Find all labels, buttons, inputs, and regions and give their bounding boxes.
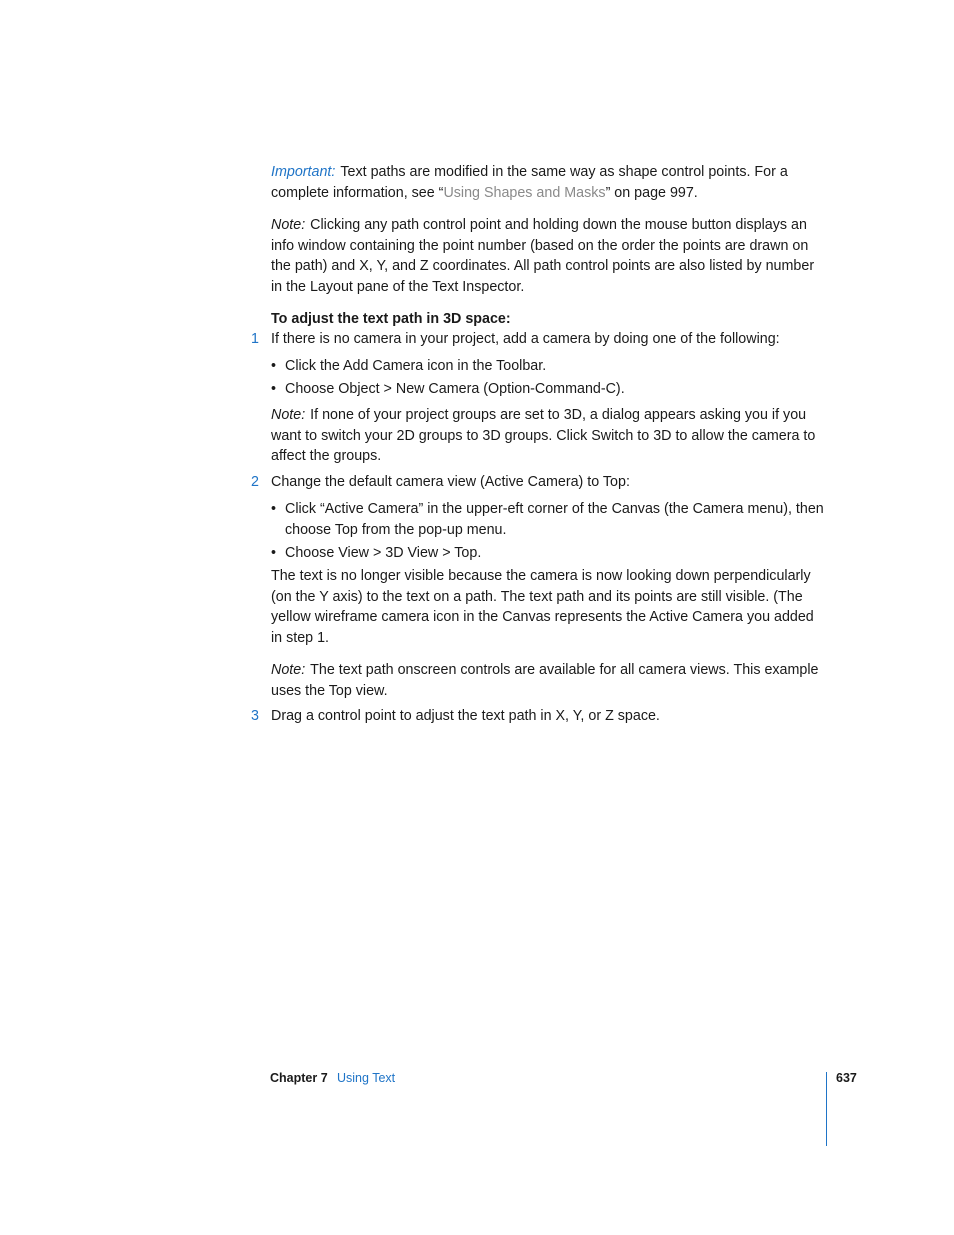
step-text: Change the default camera view (Active Camera) to Top: xyxy=(271,474,630,490)
note-paragraph-2 xyxy=(271,405,826,467)
page-number: 637 xyxy=(836,1071,857,1085)
note-text: Clicking any path control point and holding down the mouse button displays an info window containing the point number (based on the order the points are drawn on the path) and X, Y, and Z coordinates. All path control points are also listed by number in the Layout pane of the Text Inspector. xyxy=(271,217,815,295)
task-heading: To adjust the text path in 3D space: xyxy=(271,311,511,327)
bullet-text: Choose View > 3D View > Top. xyxy=(285,545,482,561)
note-text: If none of your project groups are set to 3D, a dialog appears asking you if you want to switch your 2D groups to 3D groups. Click Switch to 3D to allow the camera to affect the groups. xyxy=(271,407,816,464)
important-paragraph xyxy=(271,162,826,203)
bullet-text: Click the Add Camera icon in the Toolbar. xyxy=(285,358,547,374)
important-label: Important: xyxy=(271,164,336,180)
bullet-item xyxy=(271,499,826,540)
footer-divider xyxy=(826,1072,827,1146)
bullet-text: Choose Object > New Camera (Option-Command-C). xyxy=(285,381,625,397)
step-number: 2 xyxy=(251,474,259,490)
step-text: Drag a control point to adjust the text path in X, Y, or Z space. xyxy=(271,708,660,724)
step-text: If there is no camera in your project, add a camera by doing one of the following: xyxy=(271,331,780,347)
bullet-icon: • xyxy=(271,381,277,397)
important-text-after: ” on page 997. xyxy=(605,184,698,201)
step-number: 1 xyxy=(251,331,259,347)
bullet-icon: • xyxy=(271,501,277,517)
note-label: Note: xyxy=(271,217,306,233)
step-number: 3 xyxy=(251,708,259,724)
footer-chapter-title[interactable]: Using Text xyxy=(337,1071,396,1085)
bullet-icon: • xyxy=(271,545,277,561)
note-paragraph-3 xyxy=(271,660,826,701)
bullet-item xyxy=(271,356,826,377)
note-paragraph-1 xyxy=(271,215,826,297)
bullet-item xyxy=(271,543,826,564)
note-text: The text path onscreen controls are available for all camera views. This example uses the Top view. xyxy=(271,662,819,699)
footer-chapter: Chapter 7 xyxy=(270,1071,328,1085)
bullet-text: Click “Active Camera” in the upper-eft corner of the Canvas (the Camera menu), then choose Top from the pop-up menu. xyxy=(285,501,824,538)
note-label: Note: xyxy=(271,407,306,423)
body-paragraph: The text is no longer visible because the camera is now looking down perpendicularly (on the Y axis) to the text on a path. The text path and its points are still visible. (The yellow wireframe camera icon in the Canvas represents the Active Camera you added in step 1. xyxy=(271,568,814,646)
cross-reference-link[interactable]: Using Shapes and Masks xyxy=(443,184,606,201)
note-label: Note: xyxy=(271,662,306,678)
bullet-icon: • xyxy=(271,358,277,374)
important-text-before: Text paths are modified in the same way as shape control points. For a complete information, see “ xyxy=(271,164,788,201)
bullet-item xyxy=(271,379,826,400)
